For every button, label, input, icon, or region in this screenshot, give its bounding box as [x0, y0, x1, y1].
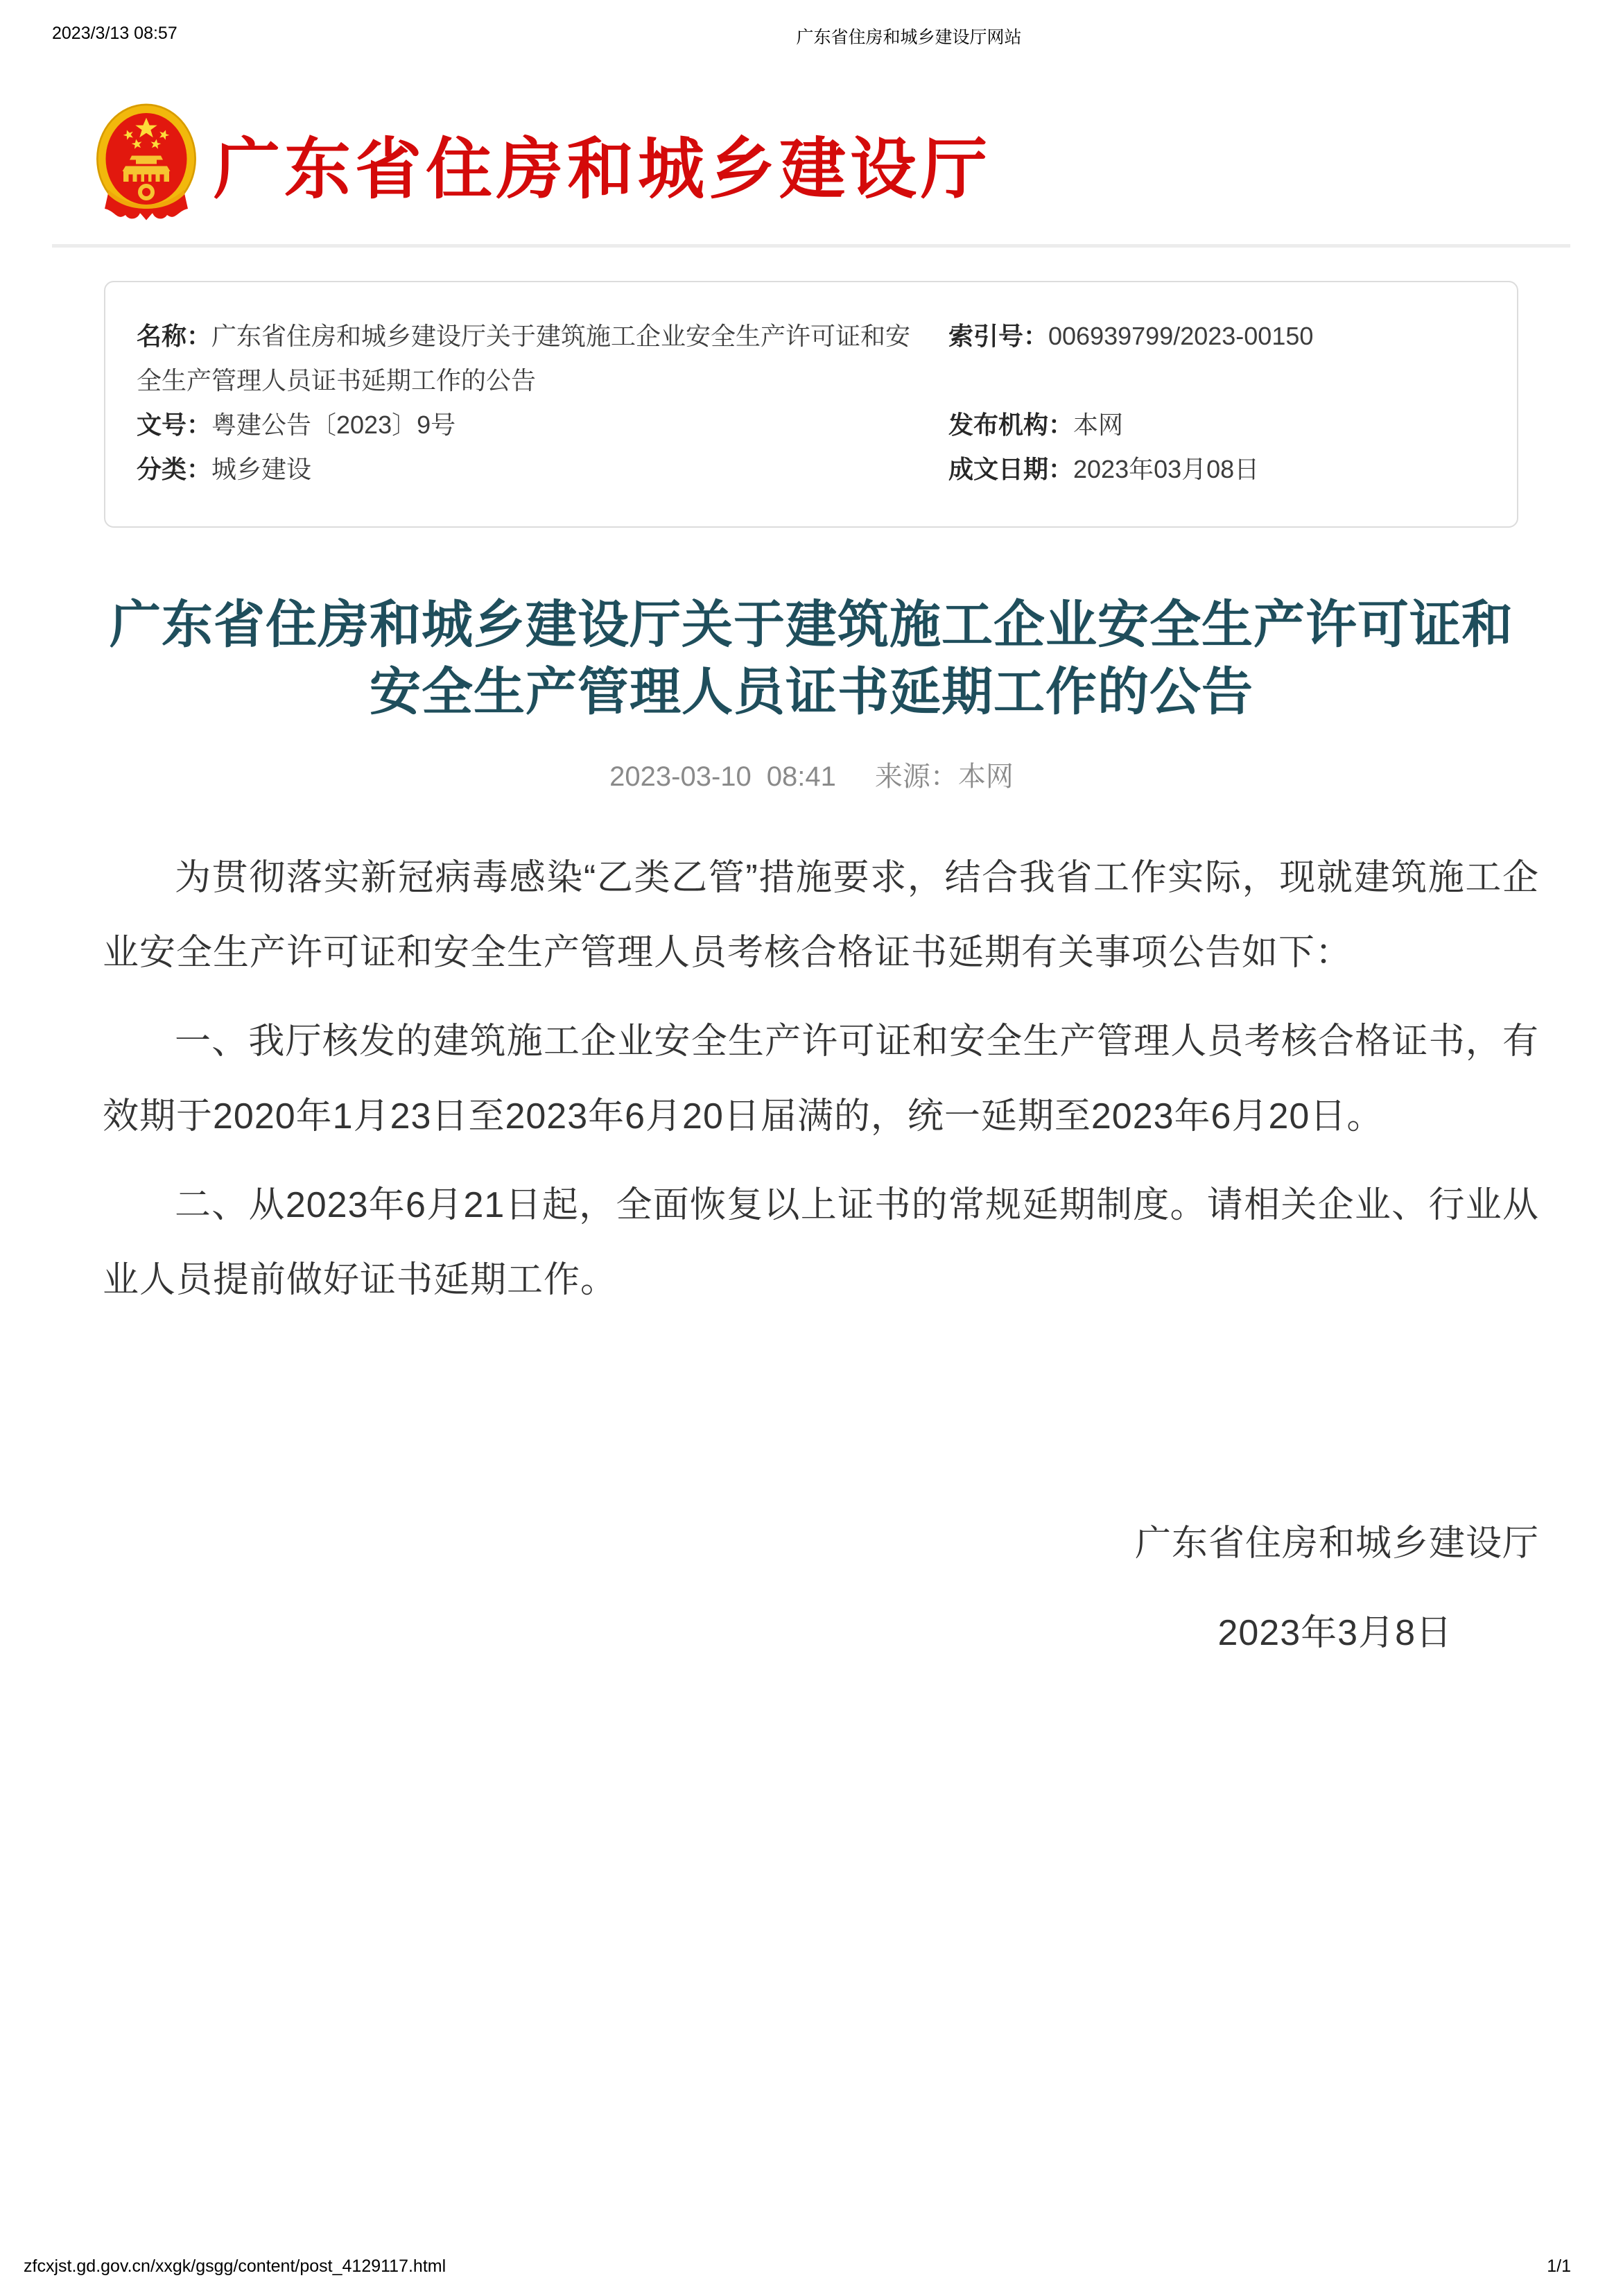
print-document-title: 广东省住房和城乡建设厅网站: [796, 28, 1022, 47]
meta-label-index-number: 索引号：: [948, 322, 1049, 350]
article-title-line2: 安全生产管理人员证书延期工作的公告: [370, 663, 1253, 720]
publish-date: 2023-03-10: [609, 761, 752, 792]
publish-time: 08:41: [766, 761, 836, 792]
article-signature: [103, 1506, 1539, 1671]
site-name: 广东省住房和城乡建设厅: [214, 132, 991, 207]
source-label: 来源：: [874, 761, 958, 792]
publish-info-line: [0, 754, 1623, 794]
meta-label-doc-number: 文号：: [137, 411, 212, 439]
print-header: [0, 24, 1623, 51]
article-paragraph: 二、从2023年6月21日起，全面恢复以上证书的常规延期制度。请相关企业、行业从业人员提前做好证书延期工作。: [103, 1185, 1539, 1300]
meta-value-issue-date: 2023年03月08日: [1073, 455, 1260, 483]
article-paragraph: 一、我厅核发的建筑施工企业安全生产许可证和安全生产管理人员考核合格证书，有效期于2020年1月23日至2023年6月20日届满的，统一延期至2023年6月20日。: [103, 1021, 1539, 1137]
meta-field-index-number: [948, 314, 1486, 403]
article-title-line1: 广东省住房和城乡建设厅关于建筑施工企业安全生产许可证和: [110, 596, 1513, 653]
meta-field-category: [137, 447, 948, 492]
meta-label-publisher: 发布机构：: [948, 411, 1074, 439]
document-meta-box: [104, 281, 1518, 528]
article-title: [97, 591, 1526, 725]
print-footer: [0, 2252, 1623, 2277]
china-national-emblem-icon: [94, 103, 198, 225]
meta-value-doc-number: 粤建公告〔2023〕9号: [211, 411, 456, 439]
meta-value-category: 城乡建设: [211, 455, 312, 483]
site-banner: [94, 103, 991, 225]
article-body: [103, 840, 1539, 1671]
meta-label-issue-date: 成文日期：: [948, 455, 1074, 483]
meta-field-name: [137, 314, 948, 403]
article-paragraph: 为贯彻落实新冠病毒感染“乙类乙管”措施要求，结合我省工作实际，现就建筑施工企业安全生产许可证和安全生产管理人员考核合格证书延期有关事项公告如下：: [103, 858, 1539, 973]
meta-value-publisher: 本网: [1073, 411, 1124, 439]
signature-date: 2023年3月8日: [1217, 1613, 1452, 1653]
meta-value-name: 广东省住房和城乡建设厅关于建筑施工企业安全生产许可证和安全生产管理人员证书延期工作的公告: [137, 322, 911, 395]
print-timestamp: 2023/3/13 08:57: [52, 24, 177, 43]
meta-field-doc-number: [137, 403, 948, 447]
meta-value-index-number: 006939799/2023-00150: [1048, 322, 1314, 350]
header-divider: [52, 244, 1570, 248]
meta-label-name: 名称：: [137, 322, 212, 350]
meta-field-issue-date: [948, 447, 1486, 492]
signature-department: 广东省住房和城乡建设厅: [1134, 1524, 1539, 1564]
source-value: 本网: [957, 761, 1014, 792]
print-footer-url: zfcxjst.gd.gov.cn/xxgk/gsgg/content/post_4129117.html: [24, 2256, 446, 2276]
meta-field-publisher: [948, 403, 1486, 447]
meta-label-category: 分类：: [137, 455, 212, 483]
print-footer-page-indicator: 1/1: [1547, 2256, 1571, 2276]
